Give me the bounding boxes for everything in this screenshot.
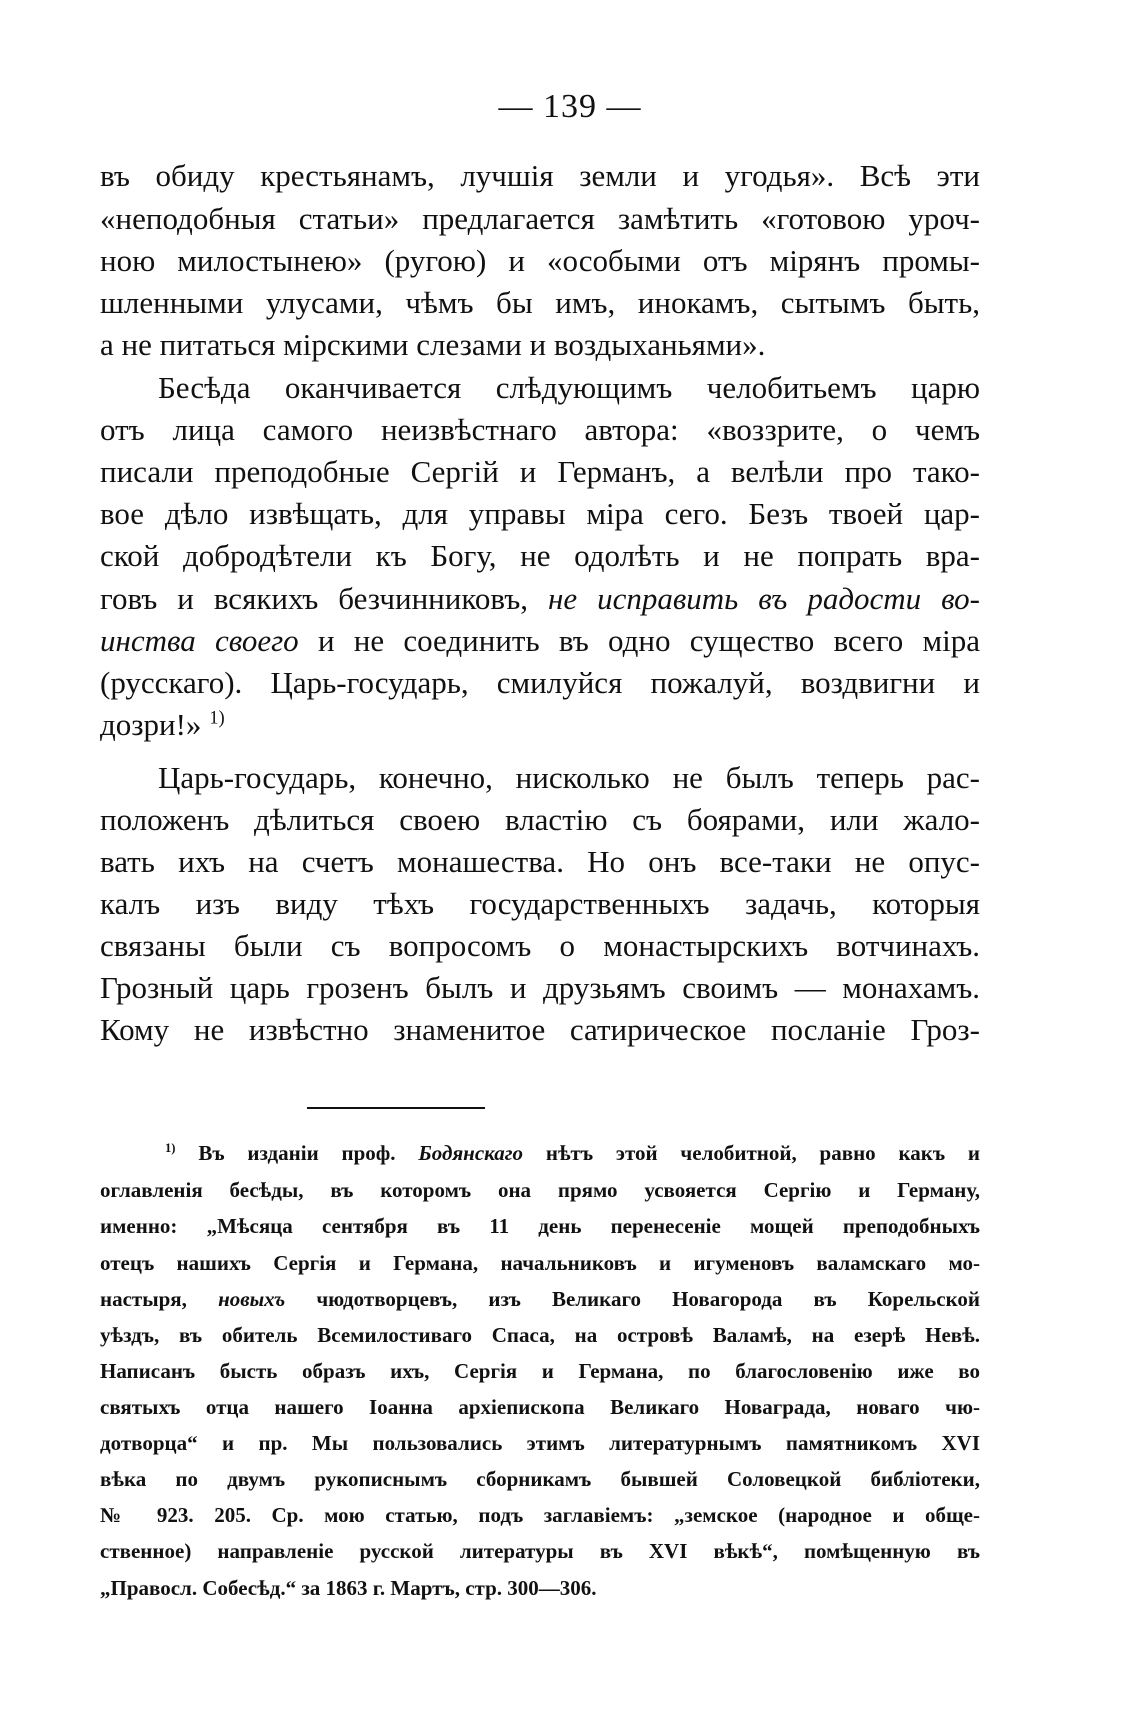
footnote-line: святыхъ отца нашего Іоанна архіепископа Великаго Новаграда, новаго чю- — [100, 1395, 980, 1419]
text-line — [100, 625, 980, 656]
text-line: а не питаться мірскими слезами и воздыханьями». — [100, 327, 766, 362]
text-run: нѣтъ этой челобитной, равно какъ и — [545, 1141, 981, 1165]
text-line: шленными улусами, чѣмъ бы имъ, инокамъ, сытымъ быть, — [100, 285, 980, 320]
italic-text: новыхъ — [218, 1287, 286, 1311]
footnote-line — [100, 1289, 980, 1310]
text-run: Въ изданіи проф. — [198, 1141, 396, 1165]
text-line: Царь-государь, конечно, нисколько не былъ теперь рас- — [158, 760, 980, 795]
page-number: — 139 — — [498, 88, 642, 125]
footnote-marker: 1) — [165, 1141, 176, 1155]
text-line: (русскаго). Царь-государь, смилуйся пожалуй, воздвигни и — [100, 665, 980, 700]
footnote-line: оглавленія бесѣды, въ которомъ она прямо усвояется Сергію и Герману, — [100, 1178, 980, 1202]
footnote-line: вѣка по двумъ рукописнымъ сборникамъ бывшей Соловецкой библіотеки, — [100, 1467, 980, 1491]
text-line: въ обиду крестьянамъ, лучшія земли и угодья». Всѣ эти — [100, 158, 980, 193]
text-line: вать ихъ на счетъ монашества. Но онъ все-таки не опус- — [100, 844, 980, 879]
italic-text: инства своего — [100, 623, 299, 658]
footnote-line: ственное) направленіе русской литературы въ XVI вѣкѣ“, помѣщенную въ — [100, 1539, 980, 1563]
footnote-divider — [307, 1107, 485, 1109]
text-line: ской добродѣтели къ Богу, не одолѣть и не попрать вра- — [100, 538, 980, 573]
text-line: Кому не извѣстно знаменитое сатирическое посланіе Гроз- — [100, 1012, 980, 1047]
text-line: связаны были съ вопросомъ о монастырскихъ вотчинахъ. — [100, 928, 980, 963]
text-line: Бесѣда оканчивается слѣдующимъ челобитьемъ царю — [158, 370, 980, 405]
text-run: говъ и всякихъ безчинниковъ, — [100, 581, 528, 616]
italic-text: не исправить въ радости во- — [547, 581, 980, 616]
text-line: «неподобныя статьи» предлагается замѣтить «готовою уроч- — [100, 201, 980, 236]
footnote-line: Написанъ бысть образъ ихъ, Сергія и Германа, по благословенію иже во — [100, 1359, 980, 1383]
text-run: настыря, — [100, 1287, 187, 1311]
footnote-line: уѣздъ, въ обитель Всемилостиваго Спаса, на островѣ Валамѣ, на езерѣ Невѣ. — [100, 1323, 980, 1347]
italic-text: Бодянскаго — [418, 1141, 524, 1165]
text-line — [100, 709, 980, 740]
text-run: дозри!» — [100, 707, 202, 742]
footnote-line: „Правосл. Собесѣд.“ за 1863 г. Мартъ, стр. 300—306. — [100, 1576, 597, 1600]
footnote-line: отецъ нашихъ Сергія и Германа, начальниковъ и игуменовъ валамскаго мо- — [100, 1251, 980, 1275]
footnote-line: № 923. 205. Ср. мою статью, подъ заглавіемъ: „земское (народное и обще- — [100, 1503, 980, 1527]
footnote-reference: 1) — [209, 707, 225, 729]
text-line: Грозный царь грозенъ былъ и друзьямъ своимъ — монахамъ. — [100, 970, 980, 1005]
text-line: писали преподобные Сергій и Германъ, а велѣли про тако- — [100, 454, 980, 489]
text-run: и не соединить въ одно существо всего міра — [317, 623, 981, 658]
text-line: ною милостынею» (ругою) и «особыми отъ мірянъ промы- — [100, 243, 980, 278]
footnote-line: именно: „Мѣсяца сентября въ 11 день перенесеніе мощей преподобныхъ — [100, 1214, 980, 1238]
text-line: отъ лица самого неизвѣстнаго автора: «воззрите, о чемъ — [100, 412, 980, 447]
text-line: положенъ дѣлиться своею властію съ боярами, или жало- — [100, 802, 980, 837]
text-run: чюдотворцевъ, изъ Великаго Новагорода въ Корельской — [316, 1287, 981, 1311]
text-line — [100, 583, 980, 614]
text-line: калъ изъ виду тѣхъ государственныхъ задачь, которыя — [100, 886, 980, 921]
footnote-line — [165, 1143, 980, 1164]
footnote-line: дотворца“ и пр. Мы пользовались этимъ литературнымъ памятникомъ XVI — [100, 1431, 980, 1455]
text-line: вое дѣло извѣщать, для управы міра сего. Безъ твоей цар- — [100, 496, 980, 531]
